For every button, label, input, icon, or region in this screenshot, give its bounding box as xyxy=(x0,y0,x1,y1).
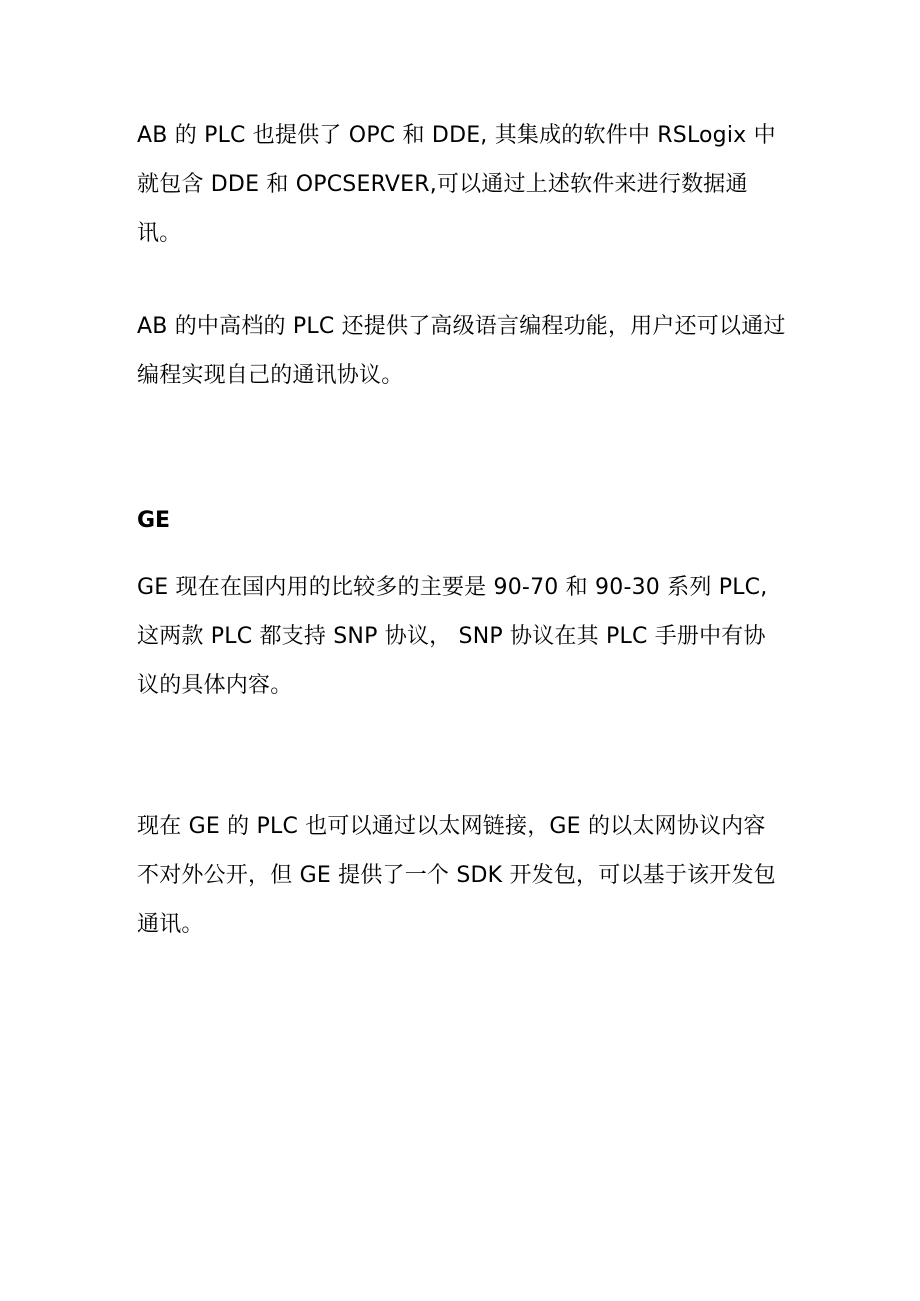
paragraph-ab-opc-dde: AB 的 PLC 也提供了 OPC 和 DDE, 其集成的软件中 RSLogix 中就包含 DDE 和 OPCSERVER,可以通过上述软件来进行数据通讯。 xyxy=(137,123,776,246)
paragraph-ge-ethernet-sdk: 现在 GE 的 PLC 也可以通过以太网链接，GE 的以太网协议内容不对外公开，但 GE 提供了一个 SDK 开发包，可以基于该开发包通讯。 xyxy=(137,814,776,937)
paragraph-ge-snp-protocol: GE 现在在国内用的比较多的主要是 90-70 和 90-30 系列 PLC,这两款 PLC 都支持 SNP 协议， SNP 协议在其 PLC 手册中有协议的具体内容。 xyxy=(137,575,768,698)
paragraph-ab-high-level-language: AB 的中高档的 PLC 还提供了高级语言编程功能，用户还可以通过编程实现自己的通讯协议。 xyxy=(137,314,786,388)
section-heading-ge: GE xyxy=(137,508,171,533)
